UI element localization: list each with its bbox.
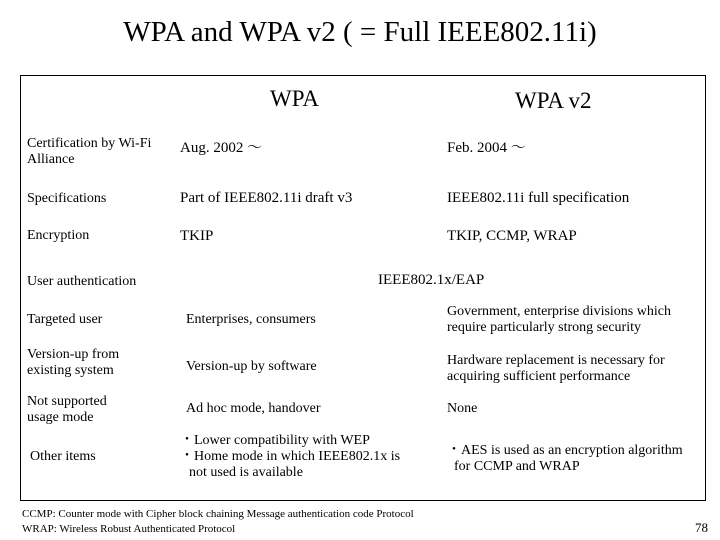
row-label-version-up: Version-up from existing system: [27, 347, 120, 378]
cell-shared-user-authentication: IEEE802.1x/EAP: [378, 272, 485, 288]
cell-wpa-encryption: TKIP: [180, 228, 214, 244]
cell-wpa2-version-up: Hardware replacement is necessary for acquiring sufficient performance: [447, 353, 665, 384]
cell-wpa2-not-supported: None: [447, 401, 478, 416]
column-header-wpa2: WPA v2: [515, 88, 592, 113]
cell-wpa2-specifications: IEEE802.11i full specification: [447, 190, 630, 206]
column-header-wpa: WPA: [270, 86, 319, 111]
cell-wpa-targeted-user: Enterprises, consumers: [186, 312, 316, 327]
row-label-not-supported: Not supported usage mode: [27, 394, 107, 425]
cell-wpa2-other-items: ・AES is used as an encryption algorithm for CCMP and WRAP: [447, 443, 683, 474]
row-label-specifications: Specifications: [27, 191, 107, 206]
cell-wpa2-encryption: TKIP, CCMP, WRAP: [447, 228, 577, 244]
cell-wpa-certification: Aug. 2002 ～: [180, 140, 263, 156]
footnote-wrap: WRAP: Wireless Robust Authenticated Protocol: [22, 523, 236, 535]
cell-wpa-other-items: ・Lower compatibility with WEP ・Home mode in which IEEE802.1x is not used is available: [180, 433, 401, 480]
row-label-certification: Certification by Wi-Fi Alliance: [27, 136, 152, 167]
cell-wpa2-targeted-user: Government, enterprise divisions which require particularly strong security: [447, 304, 671, 335]
cell-wpa-specifications: Part of IEEE802.11i draft v3: [180, 190, 353, 206]
row-label-encryption: Encryption: [27, 228, 90, 243]
page-number: 78: [695, 520, 708, 535]
row-label-other-items: Other items: [30, 449, 96, 464]
cell-wpa-version-up: Version-up by software: [186, 359, 317, 374]
cell-wpa2-certification: Feb. 2004 ～: [447, 140, 526, 156]
slide-title: WPA and WPA v2 ( = Full IEEE802.11i): [123, 16, 597, 48]
row-label-user-authentication: User authentication: [27, 274, 137, 289]
cell-wpa-not-supported: Ad hoc mode, handover: [186, 401, 321, 416]
footnote-ccmp: CCMP: Counter mode with Cipher block chaining Message authentication code Protocol: [22, 508, 414, 520]
row-label-targeted-user: Targeted user: [27, 312, 103, 327]
